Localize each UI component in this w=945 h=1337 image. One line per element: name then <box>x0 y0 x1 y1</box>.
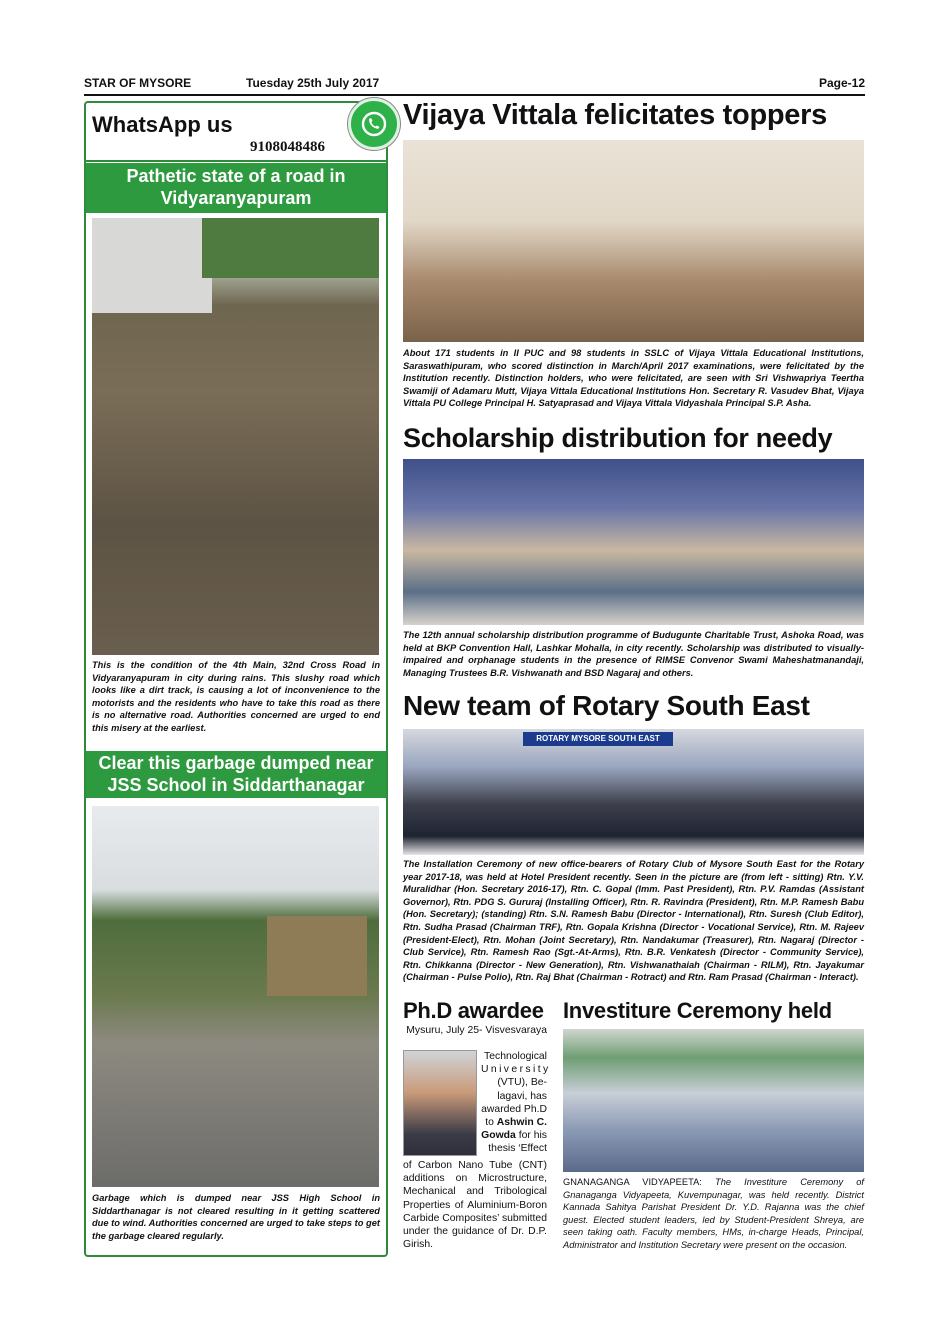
phd-name-last: Gowda <box>481 1130 516 1142</box>
investiture-lead: GNANAGANGA VIDYAPEETA: <box>563 1177 702 1187</box>
road-heading: Pathetic state of a road in Vidyaranyapuram <box>86 163 386 213</box>
rotary-photo <box>403 729 864 855</box>
phd-wrap-line: University <box>481 1064 551 1076</box>
phd-wrap-line: Technological <box>484 1051 547 1062</box>
phd-rest: of Carbon Nano Tube (CNT) additions on Microstructure, Mechanical and Tribological Properties of Aluminium-Boron Carbide Composites’ submitted under the guidance of Dr. D.P. Girish. <box>403 1160 547 1251</box>
phd-name-first: Ashwin C. <box>496 1117 547 1129</box>
phd-wrap-line: awarded Ph.D <box>481 1103 547 1115</box>
toppers-caption: About 171 students in II PUC and 98 students in SSLC of Vijaya Vittala Educational Institutions, Saraswathipuram, who scored distinction in March/April 2017 examinations, were felicitated by the Institution recently. Distinction holders, who were felicitated, are seen with Sri Vishwapriya Teertha Swamiji of Adamaru Mutt, Vijaya Vittala Educational Institutions Hon. Secretary R. Vasudev Bhat, Vijaya Vittala PU College Principal H. Satyaprasad and Vijaya Vittala Vidyashala Principal S.P. Asha. <box>403 348 864 409</box>
phd-portrait <box>403 1050 477 1156</box>
phd-for-his: for his <box>518 1130 547 1142</box>
divider <box>84 160 388 162</box>
scholarship-caption: The 12th annual scholarship distribution programme of Budugunte Charitable Trust, Ashoka Road, was held at BKP Convention Hall, Lashkar Mohalla, in city recently. Scholarship was distributed to visually-impaired and orphanage students in the presence of RIMSE Convenor Swami Maheshatmanandaji, Managing Trustees B.R. Vishwanath and BSD Nagaraj and others. <box>403 630 864 678</box>
phd-wrap-line <box>481 1129 547 1142</box>
page-number: Page-12 <box>818 76 865 90</box>
phd-article <box>403 1024 547 1037</box>
road-caption: This is the condition of the 4th Main, 32nd Cross Road in Vidyaranyapuram in city during rains. This slushy road which looks like a dirt track, is causing a lot of inconvenience to the motorists and the residents who have to take this road as there is no alternative road. Authorities concerned are urged to end this misery at the earliest. <box>92 660 380 733</box>
phd-wrap-line: (VTU), Be- <box>497 1077 547 1089</box>
toppers-headline: Vijaya Vittala felicitates toppers <box>403 99 827 131</box>
trees <box>202 218 379 278</box>
whatsapp-phone: 9108048486 <box>250 139 325 155</box>
scholarship-headline: Scholarship distribution for needy <box>403 423 833 453</box>
phd-wrap-line: thesis ‘Effect <box>488 1143 547 1155</box>
phd-to: to <box>485 1117 494 1129</box>
garbage-photo <box>92 806 379 1187</box>
phd-wrap-line <box>481 1116 547 1129</box>
issue-date: Tuesday 25th July 2017 <box>246 76 380 90</box>
toppers-photo <box>403 140 864 342</box>
phd-wrap-text <box>481 1050 551 1156</box>
scholarship-photo <box>403 459 864 625</box>
garbage-caption: Garbage which is dumped near JSS High School in Siddarthanagar is not cleared resulting in it getting scattered due to wind. Authorities concerned are urged to take steps to get the garbage cleared regularly. <box>92 1193 380 1241</box>
investiture-caption <box>563 1176 864 1252</box>
newspaper-name: STAR OF MYSORE <box>84 76 192 90</box>
garbage-bin <box>267 916 367 996</box>
investiture-photo <box>563 1029 864 1172</box>
rotary-caption: The Installation Ceremony of new office-bearers of Rotary Club of Mysore South East for the Rotary year 2017-18, was held at Hotel President recently. Seen in the picture are (from left - sitting) Rtn. Y.V. Muralidhar (Hon. Secretary 2016-17), Rtn. C. Gopal (Imm. Past President), Rtn. P.V. Ramdas (Assistant Governor), Rtn. PDG S. Gururaj (Installing Officer), Rtn. R. Ravindra (President), Rtn. M.P. Ramesh Babu (Hon. Secretary); (standing) Rtn. S.N. Ramesh Babu (Director - International), Rtn. Suresh (Club Editor), Rtn. Sudha Prasad (Chairman TRF), Rtn. Gopala Krishna (Director - Vocational Service), Rtn. M. Rajeev (President-Elect), Rtn. Mohan (Joint Secretary), Rtn. Nandakumar (Treasurer), Rtn. Nagaraj (Director - Club Service), Rtn. Ramesh Rao (Sgt.-At-Arms), Rtn. B.R. Venkatesh (Director - Community Service), Rtn. Chikkanna (Director - New Generation), Rtn. Vishwanathaiah (Chairman - RILM), Rtn. Jayakumar (Chairman - Pulse Polio), Rtn. Raj Bhat (Chairman - Rotract) and Rtn. Ram Prasad (Chairman - Interact). <box>403 859 864 983</box>
house-building <box>92 218 212 313</box>
masthead <box>84 74 865 96</box>
investiture-headline: Investiture Ceremony held <box>563 998 832 1023</box>
phd-headline: Ph.D awardee <box>403 998 544 1023</box>
phd-wrap-line: lagavi, has <box>497 1090 547 1102</box>
rotary-banner: ROTARY MYSORE SOUTH EAST <box>523 732 673 746</box>
phd-dateline: Mysuru, July 25- Visvesvaraya <box>406 1025 547 1036</box>
whatsapp-icon <box>348 98 400 150</box>
road-photo <box>92 218 379 655</box>
rotary-headline: New team of Rotary South East <box>403 690 810 721</box>
investiture-caption-text: The Investiture Ceremony of Gnanaganga Vidyapeeta, Kuvempunagar, was held recently. District Kannada Sahitya Parishat President Dr. Y.D. Rajanna was the chief guest. Elected student leaders, led by Student-President Shreya, are seen taking oath. Faculty members, HMs, in-charge Heads, Principal, Administrator and Institution Secretary were present on the occasion. <box>563 1177 864 1250</box>
garbage-heading: Clear this garbage dumped near JSS School in Siddarthanagar <box>86 751 386 798</box>
whatsapp-title: WhatsApp us <box>92 112 233 137</box>
